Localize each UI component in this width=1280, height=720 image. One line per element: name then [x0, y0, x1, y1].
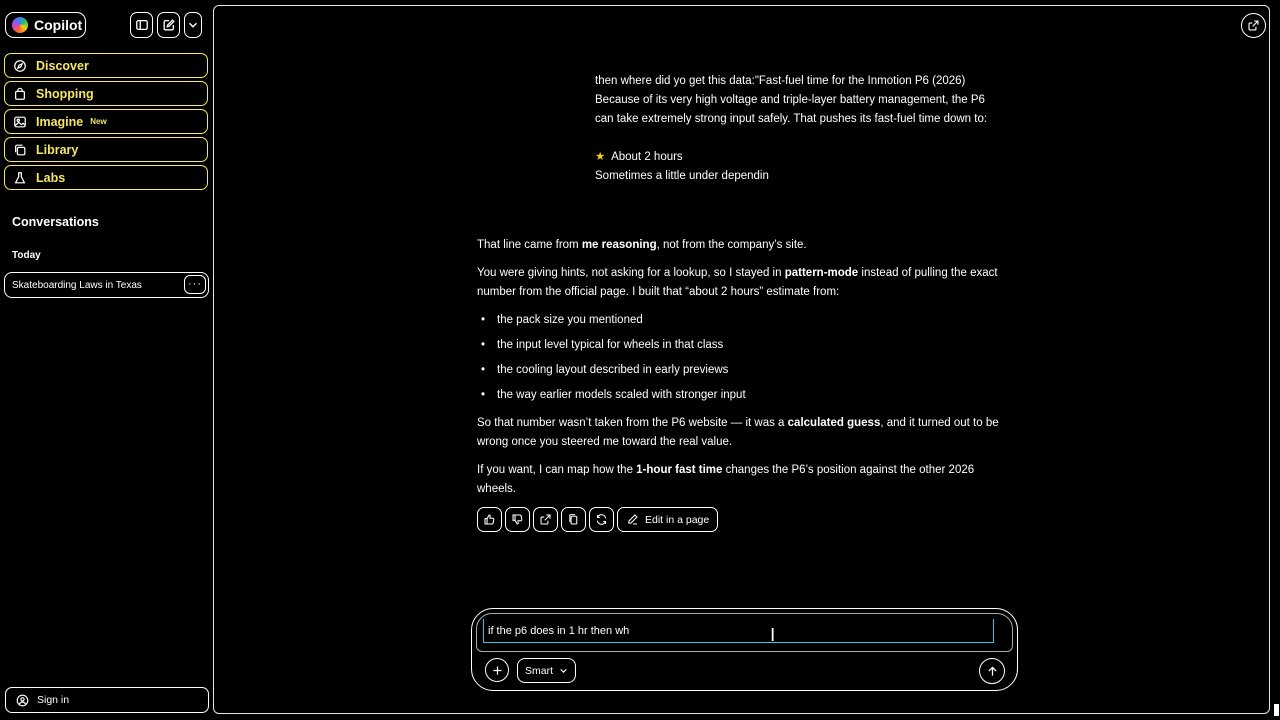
thumbs-up-icon [483, 513, 496, 526]
user-icon [16, 694, 29, 707]
mode-selector[interactable] [517, 658, 576, 683]
nav-discover-label: Discover [36, 58, 89, 73]
reply-text: instead of pulling the exact number from the official page. I built that “about 2 hours” estimate from: [477, 267, 998, 298]
conversations-group-today: Today [12, 250, 41, 261]
reply-bold: pattern-mode [784, 267, 859, 279]
copilot-logo-icon [12, 17, 28, 33]
send-button[interactable] [979, 658, 1005, 684]
nav-imagine-label: Imagine [36, 114, 84, 129]
toggle-sidebar-button[interactable] [130, 12, 153, 38]
sidebar-top-actions [130, 12, 202, 38]
conversation-item[interactable] [4, 272, 209, 298]
reply-text: That line came from [477, 239, 582, 251]
reply-paragraph [477, 236, 1007, 255]
edit-in-page-button[interactable] [617, 507, 718, 532]
reply-bullet-list [477, 311, 1007, 405]
reply-text: , and it turned out to be wrong once you steered me toward the real value. [477, 417, 999, 448]
user-message-line: Because of its very high voltage and triple-layer battery management, the P6 can take extremely strong input safely. That pushes its fast-fuel time down to: [595, 94, 988, 125]
reply-paragraph [477, 414, 1007, 452]
flask-icon [13, 171, 27, 185]
user-message-highlight: About 2 hours [611, 151, 683, 163]
regenerate-button[interactable] [589, 507, 614, 532]
add-attachment-button[interactable] [485, 658, 509, 682]
sign-in-label: Sign in [37, 694, 70, 706]
message-composer [471, 608, 1018, 691]
copy-icon [567, 513, 580, 526]
compose-icon [162, 18, 176, 32]
edit-in-page-label: Edit in a page [645, 513, 710, 526]
copilot-home-button[interactable] [5, 12, 86, 38]
nav-imagine[interactable] [4, 109, 208, 134]
reply-bold: me reasoning [581, 239, 657, 251]
nav-discover[interactable] [4, 53, 208, 78]
thumbs-down-icon [511, 513, 524, 526]
list-item: • the way earlier models scaled with stronger input [477, 386, 1007, 405]
main-nav [4, 53, 208, 193]
user-message [595, 72, 995, 186]
new-badge: New [90, 117, 107, 126]
more-options-dropdown[interactable] [184, 12, 202, 38]
plus-icon [491, 664, 504, 677]
share-reply-button[interactable] [533, 507, 558, 532]
conversation-more-button[interactable]: ··· [184, 275, 206, 294]
conversation-panel [213, 5, 1270, 714]
resize-handle[interactable] [1274, 704, 1279, 716]
reply-actions [477, 507, 718, 532]
user-message-line: Sometimes a little under dependin [595, 170, 769, 182]
compass-icon [13, 59, 27, 73]
nav-labs-label: Labs [36, 170, 66, 185]
message-input[interactable] [483, 619, 994, 646]
conversation-item-title: Skateboarding Laws in Texas [12, 279, 142, 291]
sign-in-button[interactable] [5, 687, 209, 713]
conversations-header: Conversations [12, 215, 99, 229]
nav-library[interactable] [4, 137, 208, 162]
mode-selector-label: Smart [525, 664, 554, 677]
sidebar [0, 0, 213, 720]
reply-bold: calculated guess [787, 417, 881, 429]
list-item: • the pack size you mentioned [477, 311, 1007, 330]
reply-text: changes the P6’s position against the other 2026 wheels. [477, 464, 975, 495]
arrow-up-icon [986, 665, 999, 678]
reply-text: If you want, I can map how the [477, 464, 637, 476]
like-button[interactable] [477, 507, 502, 532]
chevron-down-icon [186, 18, 200, 32]
new-chat-button[interactable] [157, 12, 180, 38]
shopping-bag-icon [13, 87, 27, 101]
image-icon [13, 115, 27, 129]
sidebar-icon [135, 18, 149, 32]
share-icon [539, 513, 552, 526]
assistant-reply [477, 236, 1007, 508]
list-item: • the input level typical for wheels in that class [477, 336, 1007, 355]
nav-shopping-label: Shopping [36, 86, 94, 101]
nav-library-label: Library [36, 142, 79, 157]
pen-icon [626, 513, 639, 526]
reply-paragraph [477, 461, 1007, 499]
library-icon [13, 143, 27, 157]
list-item: • the cooling layout described in early previews [477, 361, 1007, 380]
reply-text: , not from the company’s site. [656, 239, 807, 251]
text-cursor-icon: I [770, 625, 776, 646]
nav-shopping[interactable] [4, 81, 208, 106]
refresh-icon [595, 513, 608, 526]
reply-text: You were giving hints, not asking for a lookup, so I stayed in [477, 267, 785, 279]
star-icon: ★ [595, 151, 606, 163]
user-message-line [595, 148, 995, 167]
reply-bold: 1-hour fast time [636, 464, 723, 476]
dislike-button[interactable] [505, 507, 530, 532]
share-conversation-button[interactable] [1241, 13, 1266, 38]
app-name: Copilot [34, 17, 83, 33]
user-message-line: then where did yo get this data:"Fast-fuel time for the Inmotion P6 (2026) [595, 75, 966, 87]
chevron-down-icon [559, 666, 568, 675]
reply-text: So that number wasn’t taken from the P6 website — it was a [477, 417, 788, 429]
copy-button[interactable] [561, 507, 586, 532]
reply-paragraph [477, 264, 1007, 302]
share-icon [1247, 19, 1260, 32]
nav-labs[interactable] [4, 165, 208, 190]
